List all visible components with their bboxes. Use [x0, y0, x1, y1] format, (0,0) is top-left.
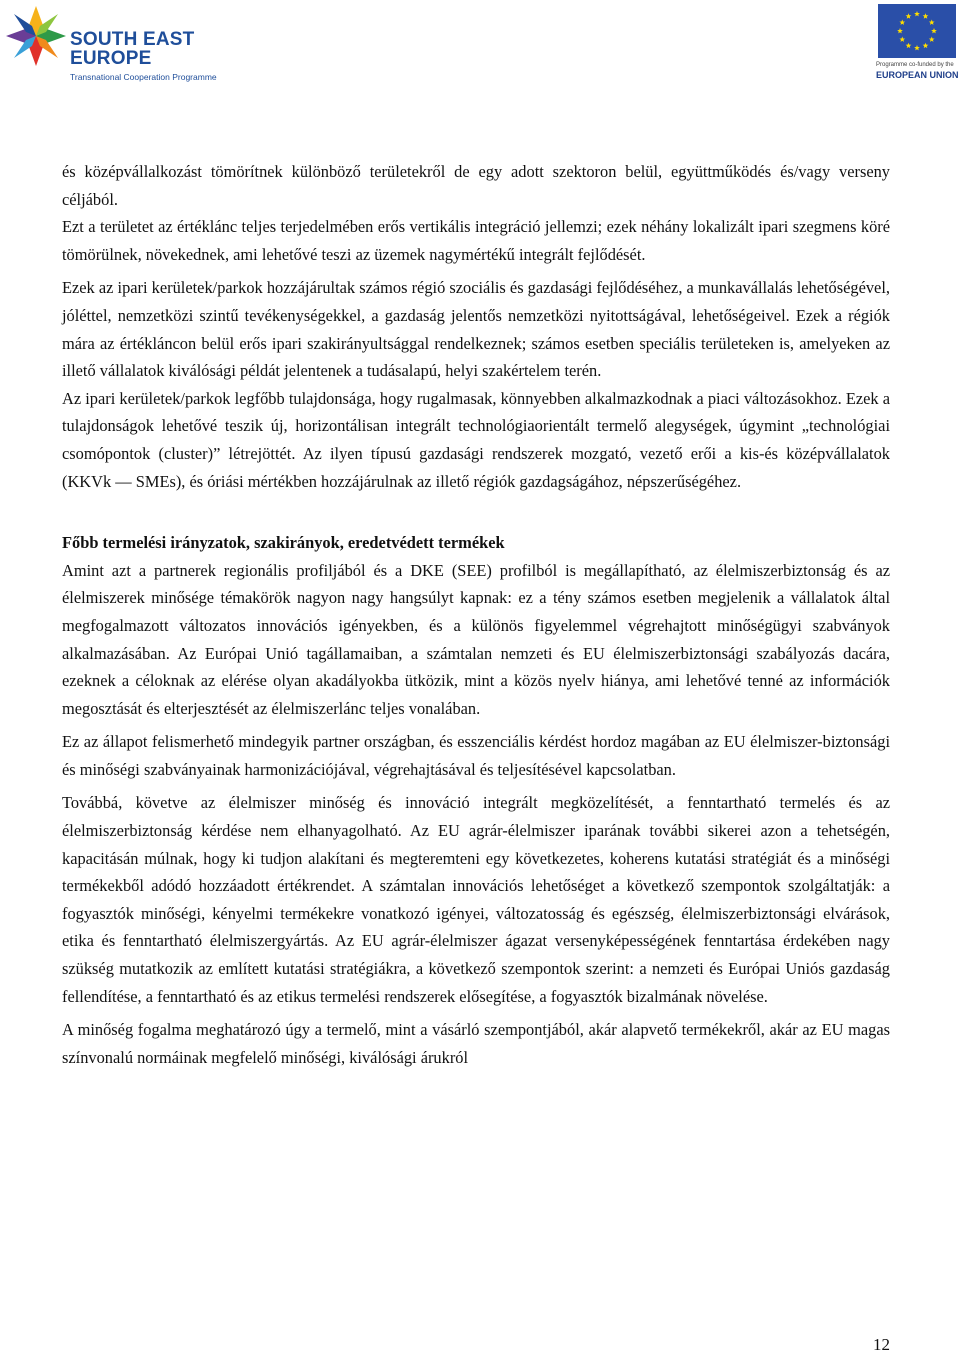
paragraph: Ezek az ipari kerületek/parkok hozzájárultak számos régió szociális és gazdasági fejlődéséhez, a munkavállalás lehetőségével, jóléttel, nemzetközi szintű tevékenységekkel, a gazdaság jelentős nemzetközi nyitottságával, lehetőségeivel. Ezek a régiók mára az értékláncon belül erős ipari szakirányultsággal rendelkeznek; számos esetben speciális területeken is, amelyeken az illető vállalatok kiválósági példát jelentenek a tudásalapú, helyi szakértelem terén.: [62, 278, 890, 381]
paragraph: Amint azt a partnerek regionális profiljából és a DKE (SEE) profilból is megállapítható, az élelmiszerbiztonság és az élelmiszerek minősége témakörök nagyon nagy hangsúlyt kapnak: ez a tény számos esetben megjelenik a vállalatok által megfogalmazott változatos innovációs igényekben, és a különös figyelemmel végrehajtott minőségügyi szabványok alkalmazásában. Az Európai Unió tagállamaiban, a számtalan nemzeti és EU élelmiszerbiztonsági szabályozás dacára, ezeknek a céloknak az elérése olyan akadályokba ütközik, mint a közös nyelv hiánya, ami lehetővé tenné az információk megosztását és elterjesztését az élelmiszerlánc teljes vonalában.: [62, 560, 890, 718]
page-header: [0, 0, 960, 90]
page-number: 12: [873, 1335, 890, 1354]
eu-star-icon: [906, 43, 912, 48]
paragraph: és középvállalkozást tömörítnek különböző területekről de egy adott szektoron belül, együttműködés és/vagy verseny céljából.: [62, 162, 890, 209]
eu-name-text: EUROPEAN UNION: [876, 70, 959, 80]
eu-star-icon: [923, 43, 929, 48]
section-heading: Főbb termelési irányzatok, szakirányok, eredetvédett termékek: [62, 533, 505, 553]
logo-subtitle: Transnational Cooperation Programme: [70, 72, 217, 82]
eu-star-icon: [931, 28, 937, 33]
eu-logo: [873, 4, 959, 82]
paragraph: Továbbá, követve az élelmiszer minőség és innováció integrált megközelítését, a fenntartható termelés és az élelmiszerbiztonság kérdése nem elhanyagolható. Az EU agrár-élelmiszer iparának további sikerei azon a tehetségén, kapacitásán múlnak, hogy ki tudjon alakítani és megteremteni egy következetes, koherens kutatási stratégiát és a minőségi termékekből adódó hozzáadott értékrendet. A számtalan innovációs lehetőséget a következő szempontok szolgáltatják: a fogyasztók minőségi, kényelmi termékekre vonatkozó igényei, változatosság és egészség, élelmiszerbiztonsági elvárások, etika és fenntartható élelmiszergyártás. Az EU agrár-élelmiszer ágazat versenyképességének fenntartása érdekében nagy szükség mutatkozik az említett kutatási stratégiákra, a következő szempontok szerint: a nemzeti és Európai Uniós gazdaság fellendítése, a fenntartható és az etikus termelési rendszerek elősegítése, a fogyasztók bizalmának növelése.: [62, 793, 890, 1006]
star-emblem-icon: [4, 4, 68, 68]
eu-star-icon: [929, 37, 935, 42]
document-body: [62, 158, 890, 1071]
eu-star-icon: [914, 45, 920, 50]
eu-star-icon: [929, 20, 935, 25]
south-east-europe-logo: [4, 4, 217, 82]
eu-star-icon: [923, 13, 929, 18]
paragraph: Ez az állapot felismerhető mindegyik partner országban, és esszenciális kérdést hordoz magában az EU élelmiszer-biztonsági és minőségi szabványainak harmonizációjával, végrehajtásával és teljesítésével kapcsolatban.: [62, 732, 890, 779]
eu-star-icon: [914, 11, 920, 16]
paragraph: Ezt a területet az értéklánc teljes terjedelmében erős vertikális integráció jellemzi; ezek néhány lokalizált ipari szegmens köré tömörülnek, növekednek, ami lehetővé teszi az üzemek nagymértékű integrált fejlődését.: [62, 217, 890, 264]
eu-star-icon: [906, 13, 912, 18]
eu-flag-icon: [878, 4, 956, 58]
paragraph: A minőség fogalma meghatározó úgy a termelő, mint a vásárló szempontjából, akár alapvető termékekről, akár az EU magas színvonalú normáinak megfelelő minőségi, kiválósági árukról: [62, 1020, 890, 1067]
logo-title-line1: SOUTH EAST: [70, 29, 195, 50]
logo-text: [70, 30, 217, 83]
eu-star-icon: [897, 28, 903, 33]
eu-cofunded-text: Programme co-funded by the: [876, 62, 954, 68]
paragraph: Az ipari kerületek/parkok legfőbb tulajdonsága, hogy rugalmasak, könnyebben alkalmazkodnak a piaci változásokhoz. Ezek a tulajdonságok lehetővé teszik új, horizontálisan integrált technológiaorientált termelő alegységek, úgymint „technológiai csomópontok (cluster)” létrejöttét. Az ilyen típusú gazdasági rendszerek mozgató, vezető erői a kis-és középvállalatok (KKVk — SMEs), és óriási mértékben hozzájárulnak az illető régiók gazdagságához, népszerűségéhez.: [62, 388, 890, 491]
logo-title-line2: EUROPE: [70, 48, 152, 69]
eu-star-icon: [899, 20, 905, 25]
eu-star-icon: [899, 37, 905, 42]
